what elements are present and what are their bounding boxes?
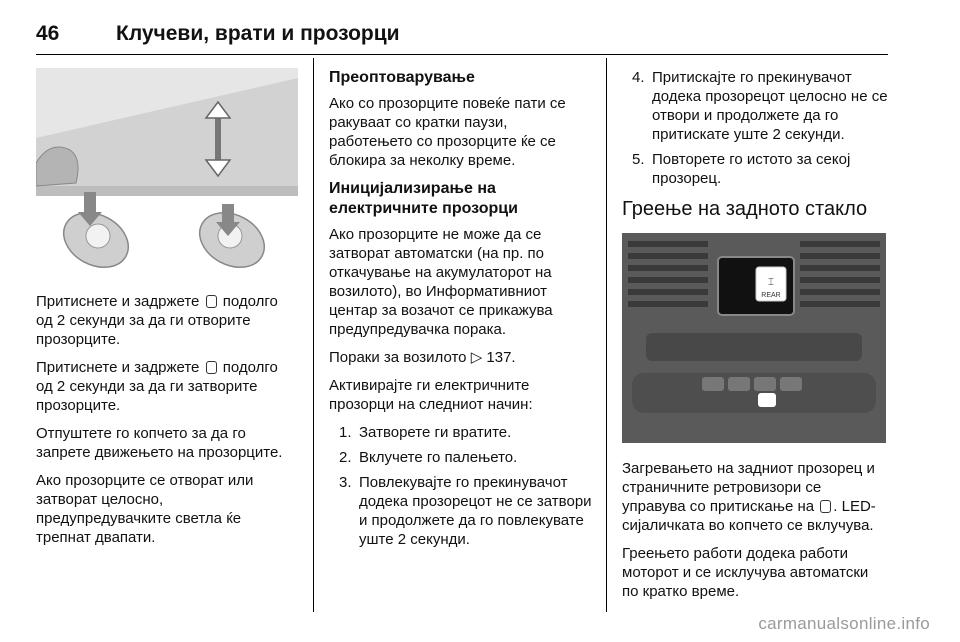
list-item: 1. Затворете ги вратите. xyxy=(339,424,512,441)
header-rule xyxy=(36,54,888,55)
column-divider xyxy=(606,58,607,612)
cross-reference: Пораки за возилото ▷ 137. xyxy=(329,349,516,366)
window-open-switch-icon xyxy=(206,295,217,308)
page-title: Клучеви, врати и прозорци xyxy=(116,22,400,45)
paragraph: Притиснете и задржете подолго од 2 секунди за да ги затворите прозорците. xyxy=(36,359,278,414)
list-item: 2. Вклучете го палењето. xyxy=(339,449,518,466)
paragraph: Загревањето на задниот прозорец и страничните ретровизори се управува со притискање на . LED-сијаличката во копчето се вклучува. xyxy=(622,460,876,534)
window-close-switch-icon xyxy=(206,361,217,374)
column-3 xyxy=(622,68,888,610)
paragraph: Притиснете и задржете подолго од 2 секунди за да ги отворите прозорците. xyxy=(36,293,278,348)
section-heading: Преоптоварување xyxy=(329,69,475,86)
paragraph: Активирајте ги електричните прозорци на следниот начин: xyxy=(329,377,533,413)
rear-heating-button-icon xyxy=(758,393,776,407)
column-divider xyxy=(313,58,314,612)
list-item: 4. Притискајте го прекинувачот додека прозорецот целосно не се отвори и продолжете да го притискате уште 2 секунди. xyxy=(632,69,888,143)
page-header xyxy=(36,8,888,48)
list-item: 3. Повлекувајте го прекинувачот додека прозорецот не се затвори и продолжете да го повлекувате уште 2 секунди. xyxy=(339,474,592,548)
paragraph: Ако прозорците не може да се затворат автоматски (на пр. по откачување на акумулаторот на возилото), во Информативниот центар за возачот се прикажува предупредувачка порака. xyxy=(329,226,553,338)
column-2 xyxy=(329,68,593,558)
paragraph: Ако прозорците се отворат или затворат целосно, предупредувачките светла ќе трепнат двапати. xyxy=(36,472,254,546)
rear-screen-label: REAR xyxy=(761,292,781,299)
paragraph: Ако со прозорците повеќе пати се ракуваат со кратки паузи, работењето со прозорците ќе се блокира за неколку време. xyxy=(329,95,566,169)
rear-window-heating-illustration xyxy=(622,233,886,443)
rear-window-heating-icon xyxy=(820,500,831,513)
section-heading: Греење на задното стакло xyxy=(622,198,868,220)
steps-list xyxy=(329,423,593,549)
section-heading: Иницијализирање на електричните прозорци xyxy=(329,180,518,217)
window-switch-illustration xyxy=(36,68,298,278)
steps-list xyxy=(622,68,888,188)
watermark: carmanualsonline.info xyxy=(758,614,930,633)
svg-text:⌶: ⌶ xyxy=(768,277,774,288)
list-item: 5. Повторете го истото за секој прозорец. xyxy=(632,151,851,187)
paragraph: Греењето работи додека работи моторот и се исклучува автоматски по кратко време. xyxy=(622,545,869,600)
paragraph: Отпуштете го копчето за да го запрете движењето на прозорците. xyxy=(36,425,283,461)
column-1 xyxy=(36,68,298,556)
page-number: 46 xyxy=(36,22,60,45)
reference-arrow-icon: ▷ xyxy=(470,349,483,366)
